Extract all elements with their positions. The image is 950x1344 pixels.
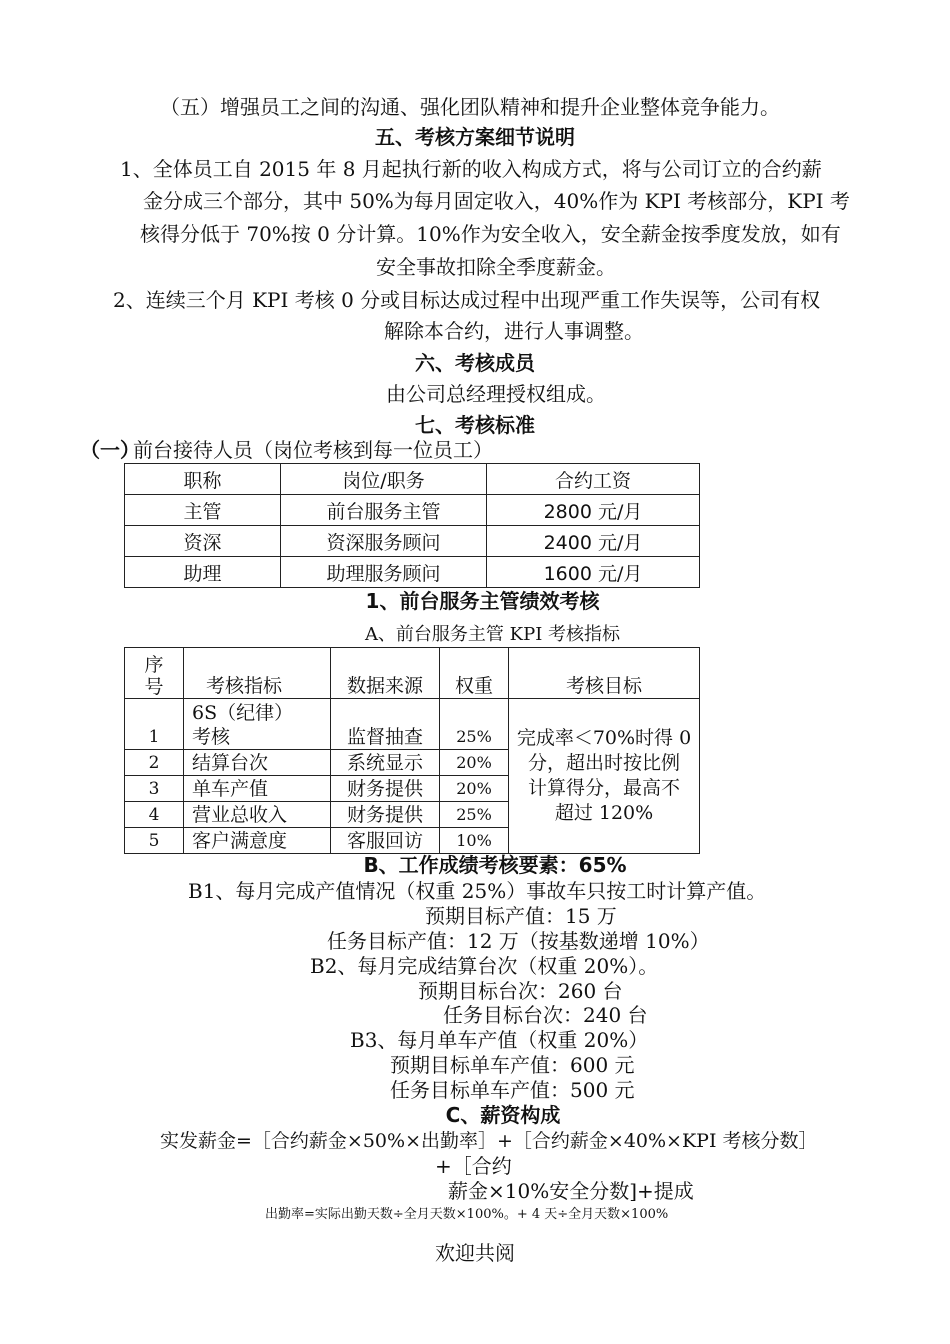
kpi-table xyxy=(124,647,700,854)
salary-header-title: 职称 xyxy=(125,464,281,495)
kpi-cell-weight: 25% xyxy=(440,699,509,750)
section-b-b3-task: 任务目标单车产值：500 元 xyxy=(390,1078,635,1102)
kpi-cell-indicator xyxy=(184,699,331,750)
salary-header-wage: 合约工资 xyxy=(487,464,700,495)
section7-title: 七、考核标准 xyxy=(415,413,535,437)
salary-formula-line3: 薪金×10%安全分数]+提成 xyxy=(448,1179,694,1203)
kpi-cell-indicator: 客户满意度 xyxy=(184,828,331,854)
section-b-b2: B2、每月完成结算台次（权重 20%）。 xyxy=(310,954,659,978)
kpi-cell-source: 系统显示 xyxy=(331,750,440,776)
kpi-header-seq xyxy=(125,648,184,699)
section7-sub-label: （一） xyxy=(80,438,140,462)
kpi-cell-seq: 3 xyxy=(125,776,184,802)
section6-title: 六、考核成员 xyxy=(415,351,535,375)
salary-cell-title: 助理 xyxy=(125,557,281,588)
section-b-b3-expected: 预期目标单车产值：600 元 xyxy=(390,1053,635,1077)
kpi-cell-source: 财务提供 xyxy=(331,776,440,802)
section-b-b1-task: 任务目标产值：12 万（按基数递增 10%） xyxy=(327,929,710,953)
table-row xyxy=(125,699,700,750)
kpi-section-subtitle: A、前台服务主管 KPI 考核指标 xyxy=(364,624,621,645)
section5-item1-line3: 核得分低于 70%按 0 分计算。10%作为安全收入，安全薪金按季度发放，如有 xyxy=(140,222,841,246)
section6-body: 由公司总经理授权组成。 xyxy=(386,382,606,406)
kpi-target-line3: 计算得分，最高不 xyxy=(527,777,680,799)
section5-item1-line1: 1、全体员工自 2015 年 8 月起执行新的收入构成方式，将与公司订立的合约薪 xyxy=(120,157,822,181)
salary-formula-line2: +［合约 xyxy=(435,1154,512,1178)
kpi-cell-target xyxy=(509,699,700,854)
section-c-title: C、薪资构成 xyxy=(445,1103,561,1127)
kpi-target-line2: 分，超出时按比例 xyxy=(527,752,680,774)
kpi-cell-indicator: 单车产值 xyxy=(184,776,331,802)
kpi-cell-source: 监督抽查 xyxy=(331,699,440,750)
kpi-header-weight: 权重 xyxy=(440,648,509,699)
section5-title: 五、考核方案细节说明 xyxy=(375,125,575,149)
section-b-b2-task: 任务目标台次：240 台 xyxy=(443,1003,648,1027)
kpi-header-seq-line2: 号 xyxy=(144,676,164,698)
salary-cell-wage: 2800 元/月 xyxy=(487,495,700,526)
salary-cell-position: 助理服务顾问 xyxy=(281,557,487,588)
table-row xyxy=(125,557,700,588)
kpi-cell-weight: 10% xyxy=(440,828,509,854)
kpi-section-title: 1、前台服务主管绩效考核 xyxy=(365,589,600,613)
kpi-header-seq-line1: 序 xyxy=(144,654,164,676)
attendance-note: 出勤率=实际出勤天数÷全月天数×100%。+ 4 天÷全月天数×100% xyxy=(265,1207,669,1222)
kpi-cell-indicator-line2: 考核 xyxy=(192,726,231,748)
table-row xyxy=(125,526,700,557)
kpi-table-header-row xyxy=(125,648,700,699)
kpi-header-target: 考核目标 xyxy=(509,648,700,699)
kpi-cell-weight: 20% xyxy=(440,776,509,802)
salary-cell-position: 前台服务主管 xyxy=(281,495,487,526)
section5-item1-line2: 金分成三个部分，其中 50%为每月固定收入，40%作为 KPI 考核部分，KPI 考 xyxy=(143,189,850,213)
salary-cell-wage: 1600 元/月 xyxy=(487,557,700,588)
intro-line: （五）增强员工之间的沟通、强化团队精神和提升企业整体竞争能力。 xyxy=(160,95,780,119)
kpi-cell-weight: 20% xyxy=(440,750,509,776)
section-b-b2-expected: 预期目标台次：260 台 xyxy=(418,979,623,1003)
table-row xyxy=(125,495,700,526)
section5-item2-line1: 2、连续三个月 KPI 考核 0 分或目标达成过程中出现严重工作失误等，公司有权 xyxy=(113,288,821,312)
footer-text: 欢迎共阅 xyxy=(435,1241,515,1265)
kpi-cell-weight: 25% xyxy=(440,802,509,828)
salary-cell-title: 主管 xyxy=(125,495,281,526)
kpi-cell-seq: 5 xyxy=(125,828,184,854)
section5-item1-line4: 安全事故扣除全季度薪金。 xyxy=(376,255,616,279)
kpi-cell-seq: 2 xyxy=(125,750,184,776)
section7-sub-text: 前台接待人员（岗位考核到每一位员工） xyxy=(133,438,493,462)
salary-cell-title: 资深 xyxy=(125,526,281,557)
kpi-cell-source: 财务提供 xyxy=(331,802,440,828)
kpi-target-line4: 超过 120% xyxy=(554,802,654,824)
salary-table-header-row xyxy=(125,464,700,495)
section-b-title: B、工作成绩考核要素：65% xyxy=(363,853,627,877)
kpi-cell-indicator-line1: 6S（纪律） xyxy=(192,702,294,724)
salary-table xyxy=(124,463,700,588)
salary-cell-wage: 2400 元/月 xyxy=(487,526,700,557)
kpi-header-source: 数据来源 xyxy=(331,648,440,699)
kpi-cell-seq: 4 xyxy=(125,802,184,828)
salary-formula-line1: 实发薪金=［合约薪金×50%×出勤率］+［合约薪金×40%×KPI 考核分数］ xyxy=(160,1130,818,1152)
kpi-cell-indicator: 营业总收入 xyxy=(184,802,331,828)
section-b-b1-expected: 预期目标产值：15 万 xyxy=(425,904,617,928)
kpi-cell-seq: 1 xyxy=(125,699,184,750)
salary-cell-position: 资深服务顾问 xyxy=(281,526,487,557)
kpi-cell-indicator: 结算台次 xyxy=(184,750,331,776)
kpi-header-indicator: 考核指标 xyxy=(184,648,331,699)
section-b-b1: B1、每月完成产值情况（权重 25%）事故车只按工时计算产值。 xyxy=(188,879,767,903)
section-b-b3: B3、每月单车产值（权重 20%） xyxy=(350,1028,649,1052)
kpi-target-line1: 完成率＜70%时得 0 xyxy=(516,727,692,749)
salary-header-position: 岗位/职务 xyxy=(281,464,487,495)
section5-item2-line2: 解除本合约，进行人事调整。 xyxy=(384,319,644,343)
kpi-cell-source: 客服回访 xyxy=(331,828,440,854)
